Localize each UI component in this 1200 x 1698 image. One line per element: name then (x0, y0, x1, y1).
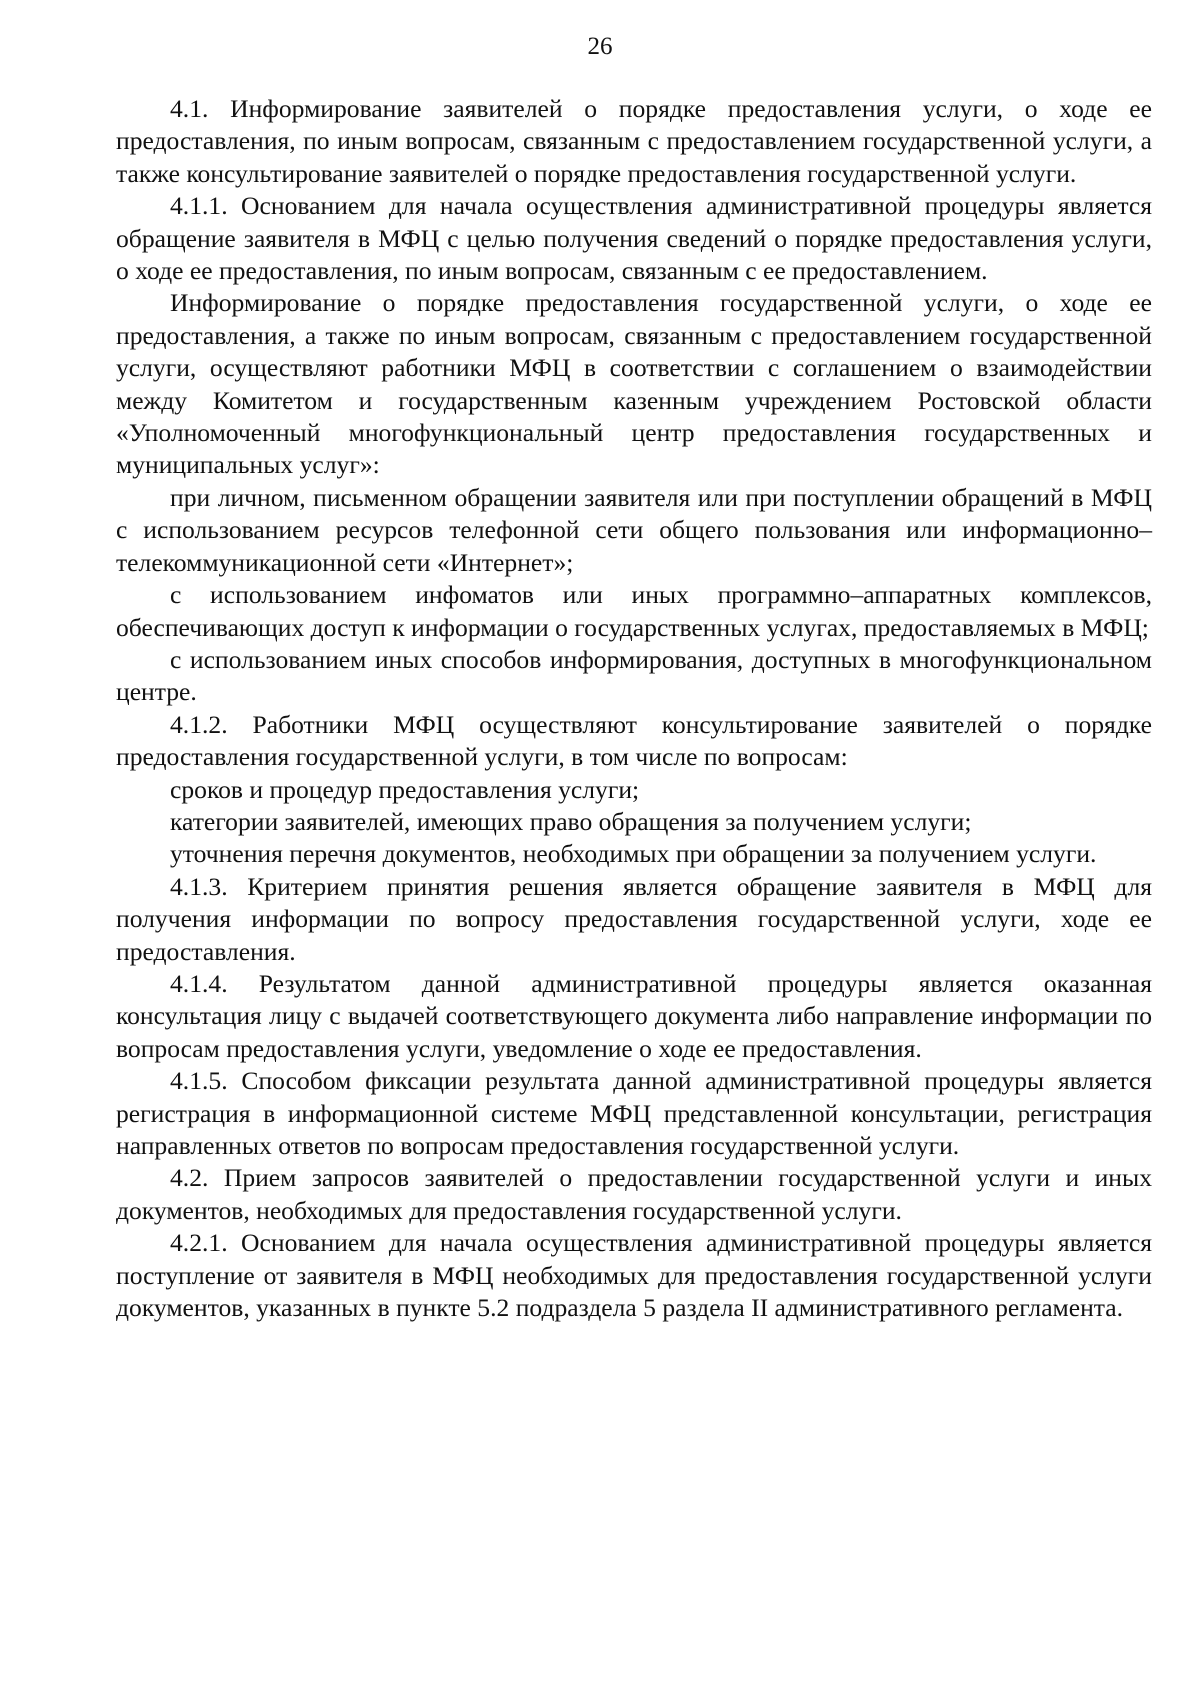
paragraph-4-1-5: 4.1.5. Способом фиксации результата данной административной процедуры является регистрация в информационной системе МФЦ представленной консультации, регистрация направленных ответов по вопросам предоставления государственной услуги. (116, 1066, 1152, 1160)
document-body (116, 93, 1152, 1324)
paragraph-4-1: 4.1. Информирование заявителей о порядке предоставления услуги, о ходе ее предоставления, по иным вопросам, связанным с предоставлением государственной услуги, а также консультирование заявителей о порядке предоставления государственной услуги. (116, 94, 1152, 188)
paragraph-informing-mfc: Информирование о порядке предоставления государственной услуги, о ходе ее предоставления, а также по иным вопросам, связанным с предоставлением государственной услуги, осуществляют работники МФЦ в соответствии с соглашением о взаимодействии между Комитетом и государственным казенным учреждением Ростовской области «Уполномоченный многофункциональный центр предоставления государственных и муниципальных услуг»: (116, 288, 1152, 480)
paragraph-other-methods: с использованием иных способов информирования, доступных в многофункциональном центре. (116, 644, 1152, 707)
paragraph-deadlines-procedures: сроков и процедур предоставления услуги; (170, 774, 640, 804)
page-number: 26 (587, 33, 613, 60)
paragraph-infomats: с использованием инфоматов или иных программно–аппаратных комплексов, обеспечивающих доступ к информации о государственных услугах, предоставляемых в МФЦ; (116, 580, 1152, 642)
paragraph-4-2: 4.2. Прием запросов заявителей о предоставлении государственной услуги и иных документов, необходимых для предоставления государственной услуги. (116, 1163, 1152, 1225)
paragraph-4-1-4: 4.1.4. Результатом данной административной процедуры является оказанная консультация лицу с выдачей соответствующего документа либо направление информации по вопросам предоставления услуги, уведомление о ходе ее предоставления. (116, 968, 1152, 1063)
paragraph-personal-written-request: при личном, письменном обращении заявителя или при поступлении обращений в МФЦ с использованием ресурсов телефонной сети общего пользования или информационно–телекоммуникационной сети «Интернет»; (116, 482, 1152, 577)
paragraph-4-1-2: 4.1.2. Работники МФЦ осуществляют консультирование заявителей о порядке предоставления государственной услуги, в том числе по вопросам: (116, 709, 1152, 772)
paragraph-4-1-3: 4.1.3. Критерием принятия решения является обращение заявителя в МФЦ для получения информации по вопросу предоставления государственной услуги, ходе ее предоставления. (116, 871, 1152, 966)
paragraph-4-1-1: 4.1.1. Основанием для начала осуществления административной процедуры является обращение заявителя в МФЦ с целью получения сведений о порядке предоставления услуги, о ходе ее предоставления, по иным вопросам, связанным с ее предоставлением. (116, 191, 1152, 286)
paragraph-4-2-1: 4.2.1. Основанием для начала осуществления административной процедуры является поступление от заявителя в МФЦ необходимых для предоставления государственной услуги документов, указанных в пункте 5.2 подраздела 5 раздела II административного регламента. (116, 1228, 1152, 1323)
paragraph-applicant-categories: категории заявителей, имеющих право обращения за получением услуги; (170, 806, 972, 836)
paragraph-documents-list: уточнения перечня документов, необходимых при обращении за получением услуги. (170, 839, 1097, 869)
